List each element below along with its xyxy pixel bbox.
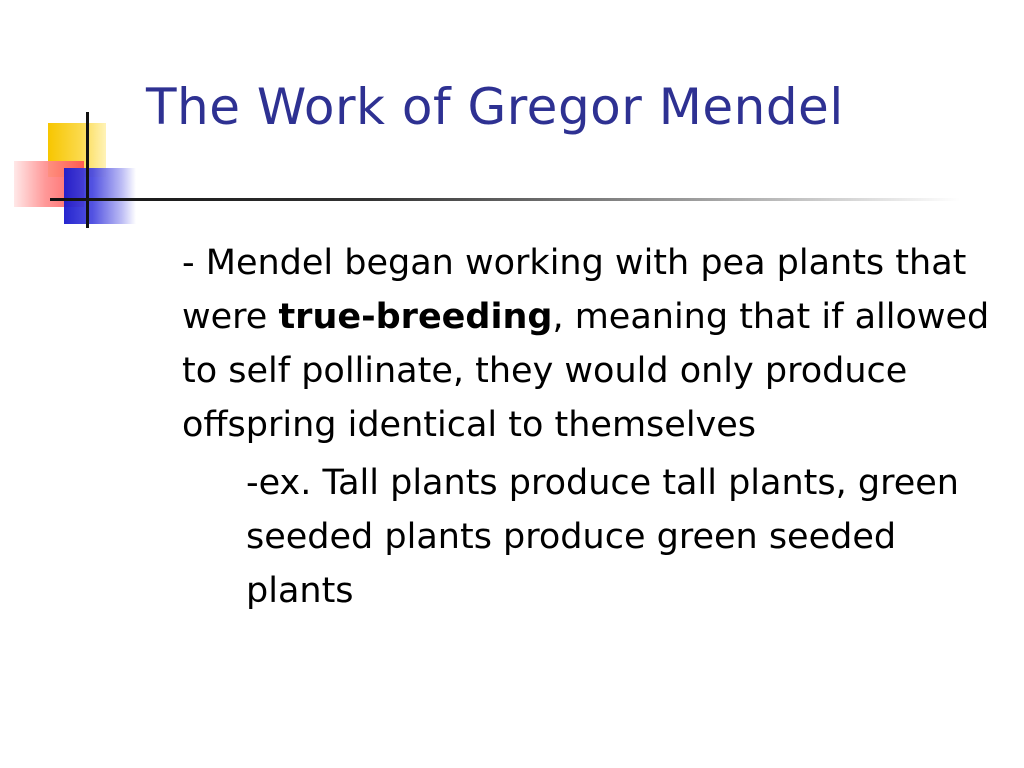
- bullet-main-text-start: - Mendel began working with pea plants that were: [182, 243, 967, 337]
- title-underline-rule: [50, 198, 960, 201]
- slide-body: [182, 236, 1002, 618]
- bullet-main-text-end: , meaning that if allowed to self pollinate, they would only produce offspring identical to themselves: [182, 297, 990, 445]
- vertical-rule: [86, 112, 89, 228]
- bullet-example: -ex. Tall plants produce tall plants, green seeded plants produce green seeded plants: [246, 463, 959, 611]
- slide-title: The Work of Gregor Mendel: [146, 78, 844, 136]
- blue-square-decoration: [64, 168, 136, 224]
- bullet-main: [182, 236, 1002, 452]
- term-true-breeding: true-breeding: [278, 297, 553, 337]
